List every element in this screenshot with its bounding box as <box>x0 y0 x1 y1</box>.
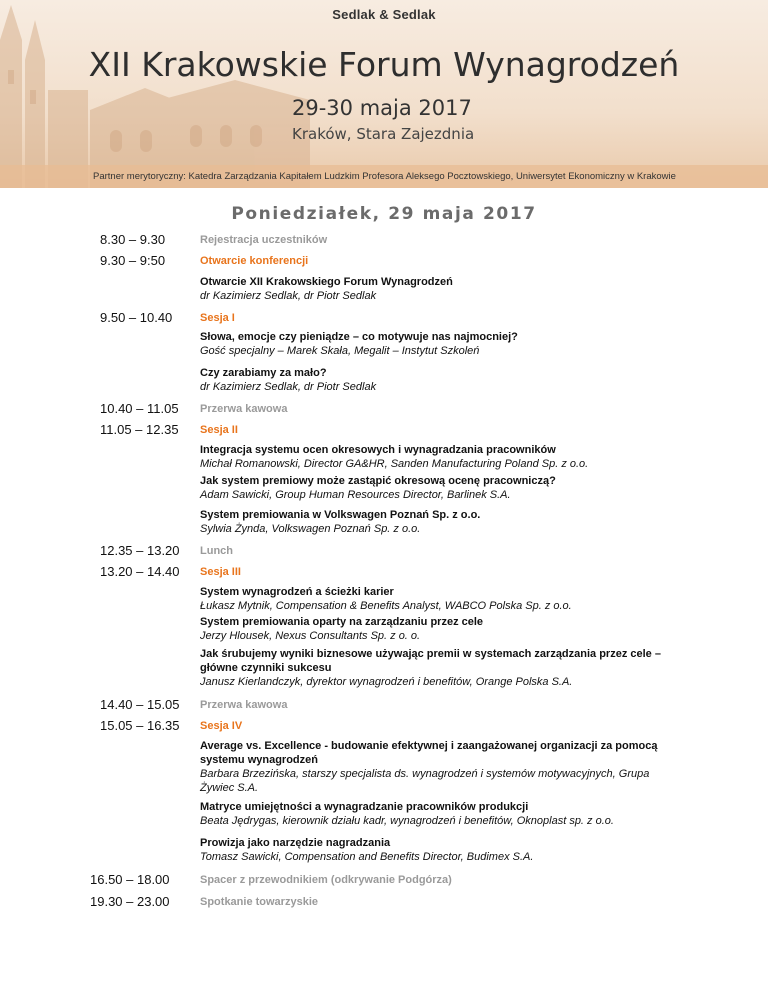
time: 15.05 – 16.35 <box>100 718 180 733</box>
day-title: Poniedziałek, 29 maja 2017 <box>231 204 537 224</box>
agenda-label: Lunch <box>200 545 233 557</box>
agenda-label: Rejestracja uczestników <box>200 234 328 246</box>
talk-title: System premiowania oparty na zarządzaniu przez cele <box>200 616 484 628</box>
talk-speaker: Adam Sawicki, Group Human Resources Director, Barlinek S.A. <box>200 489 511 501</box>
agenda-label: Sesja I <box>200 312 235 324</box>
event-date: 29-30 maja 2017 <box>292 96 472 120</box>
agenda-label: Spacer z przewodnikiem (odkrywanie Podgórza) <box>200 874 452 886</box>
talk <box>200 508 670 536</box>
talk <box>200 330 670 358</box>
time: 9.30 – 9:50 <box>100 253 166 268</box>
time: 9.50 – 10.40 <box>100 310 173 325</box>
agenda-label: Spotkanie towarzyskie <box>200 896 318 908</box>
talk-title-cont: systemu wynagrodzeń <box>200 754 318 766</box>
header-banner <box>0 0 768 188</box>
krakow-skyline-image <box>0 0 768 188</box>
time: 10.40 – 11.05 <box>100 401 179 416</box>
agenda-label: Sesja II <box>200 424 238 436</box>
talk <box>200 647 670 689</box>
talk-speaker: Beata Jędrygas, kierownik działu kadr, wynagrodzeń i benefitów, Oknoplast sp. z o.o. <box>200 815 614 827</box>
talk <box>200 443 670 471</box>
talk <box>200 836 670 864</box>
talk-speaker: Gość specjalny – Marek Skała, Megalit – Instytut Szkoleń <box>200 345 480 357</box>
talk-title: Jak śrubujemy wyniki biznesowe używając premii w systemach zarządzania przez cele – <box>200 648 661 660</box>
time: 16.50 – 18.00 <box>90 872 170 887</box>
event-place: Kraków, Stara Zajezdnia <box>292 125 475 143</box>
time: 13.20 – 14.40 <box>100 564 180 579</box>
talk <box>200 739 670 795</box>
event-title: XII Krakowskie Forum Wynagrodzeń <box>88 45 680 84</box>
talk-speaker: Janusz Kierlandczyk, dyrektor wynagrodzeń i benefitów, Orange Polska S.A. <box>200 676 573 688</box>
talk <box>200 585 670 613</box>
talk-speaker: Barbara Brzezińska, starszy specjalista ds. wynagrodzeń i systemów motywacyjnych, Grupa <box>200 768 650 780</box>
agenda-label: Przerwa kawowa <box>200 699 288 711</box>
talk-speaker: dr Kazimierz Sedlak, dr Piotr Sedlak <box>200 381 377 393</box>
time: 11.05 – 12.35 <box>100 422 179 437</box>
talk-speaker: dr Kazimierz Sedlak, dr Piotr Sedlak <box>200 290 377 302</box>
brand-logo: Sedlak & Sedlak <box>332 7 436 22</box>
talk-title: Otwarcie XII Krakowskiego Forum Wynagrodzeń <box>200 276 453 288</box>
talk-title: System premiowania w Volkswagen Poznań Sp. z o.o. <box>200 509 481 521</box>
talk-speaker: Sylwia Żynda, Volkswagen Poznań Sp. z o.o. <box>200 523 421 535</box>
talk-speaker: Tomasz Sawicki, Compensation and Benefits Director, Budimex S.A. <box>200 851 534 863</box>
agenda-label: Otwarcie konferencji <box>200 255 309 267</box>
talk-title: Prowizja jako narzędzie nagradzania <box>200 837 391 849</box>
talk-speaker-cont: Żywiec S.A. <box>200 782 259 794</box>
time: 12.35 – 13.20 <box>100 543 180 558</box>
agenda-label: Sesja III <box>200 566 241 578</box>
agenda-label: Sesja IV <box>200 720 243 732</box>
time: 19.30 – 23.00 <box>90 894 170 909</box>
talk-title: Matryce umiejętności a wynagradzanie pracowników produkcji <box>200 801 529 813</box>
agenda-label: Przerwa kawowa <box>200 403 288 415</box>
time: 8.30 – 9.30 <box>100 232 166 247</box>
talk-title-cont: główne czynniki sukcesu <box>200 662 332 674</box>
talk <box>200 615 670 643</box>
talk <box>200 800 670 828</box>
talk-title: Integracja systemu ocen okresowych i wynagradzania pracowników <box>200 444 556 456</box>
talk <box>200 275 670 303</box>
time: 14.40 – 15.05 <box>100 697 180 712</box>
talk-title: Jak system premiowy może zastąpić okresową ocenę pracowniczą? <box>200 475 556 487</box>
talk-title: System wynagrodzeń a ścieżki karier <box>200 586 394 598</box>
partner-text: Partner merytoryczny: Katedra Zarządzania Kapitałem Ludzkim Profesora Aleksego Pocztowskiego, Uniwersytet Ekonomiczny w Krakowie <box>93 171 676 182</box>
talk-speaker: Łukasz Mytnik, Compensation & Benefits Analyst, WABCO Polska Sp. z o.o. <box>200 600 572 612</box>
talk-speaker: Michał Romanowski, Director GA&HR, Sanden Manufacturing Poland Sp. z o.o. <box>200 458 589 470</box>
talk-title: Average vs. Excellence - budowanie efektywnej i zaangażowanej organizacji za pomocą <box>200 740 658 752</box>
talk <box>200 474 670 502</box>
talk-speaker: Jerzy Hlousek, Nexus Consultants Sp. z o. o. <box>200 630 421 642</box>
talk <box>200 366 670 394</box>
talk-title: Czy zarabiamy za mało? <box>200 367 327 379</box>
talk-title: Słowa, emocje czy pieniądze – co motywuje nas najmocniej? <box>200 331 518 343</box>
